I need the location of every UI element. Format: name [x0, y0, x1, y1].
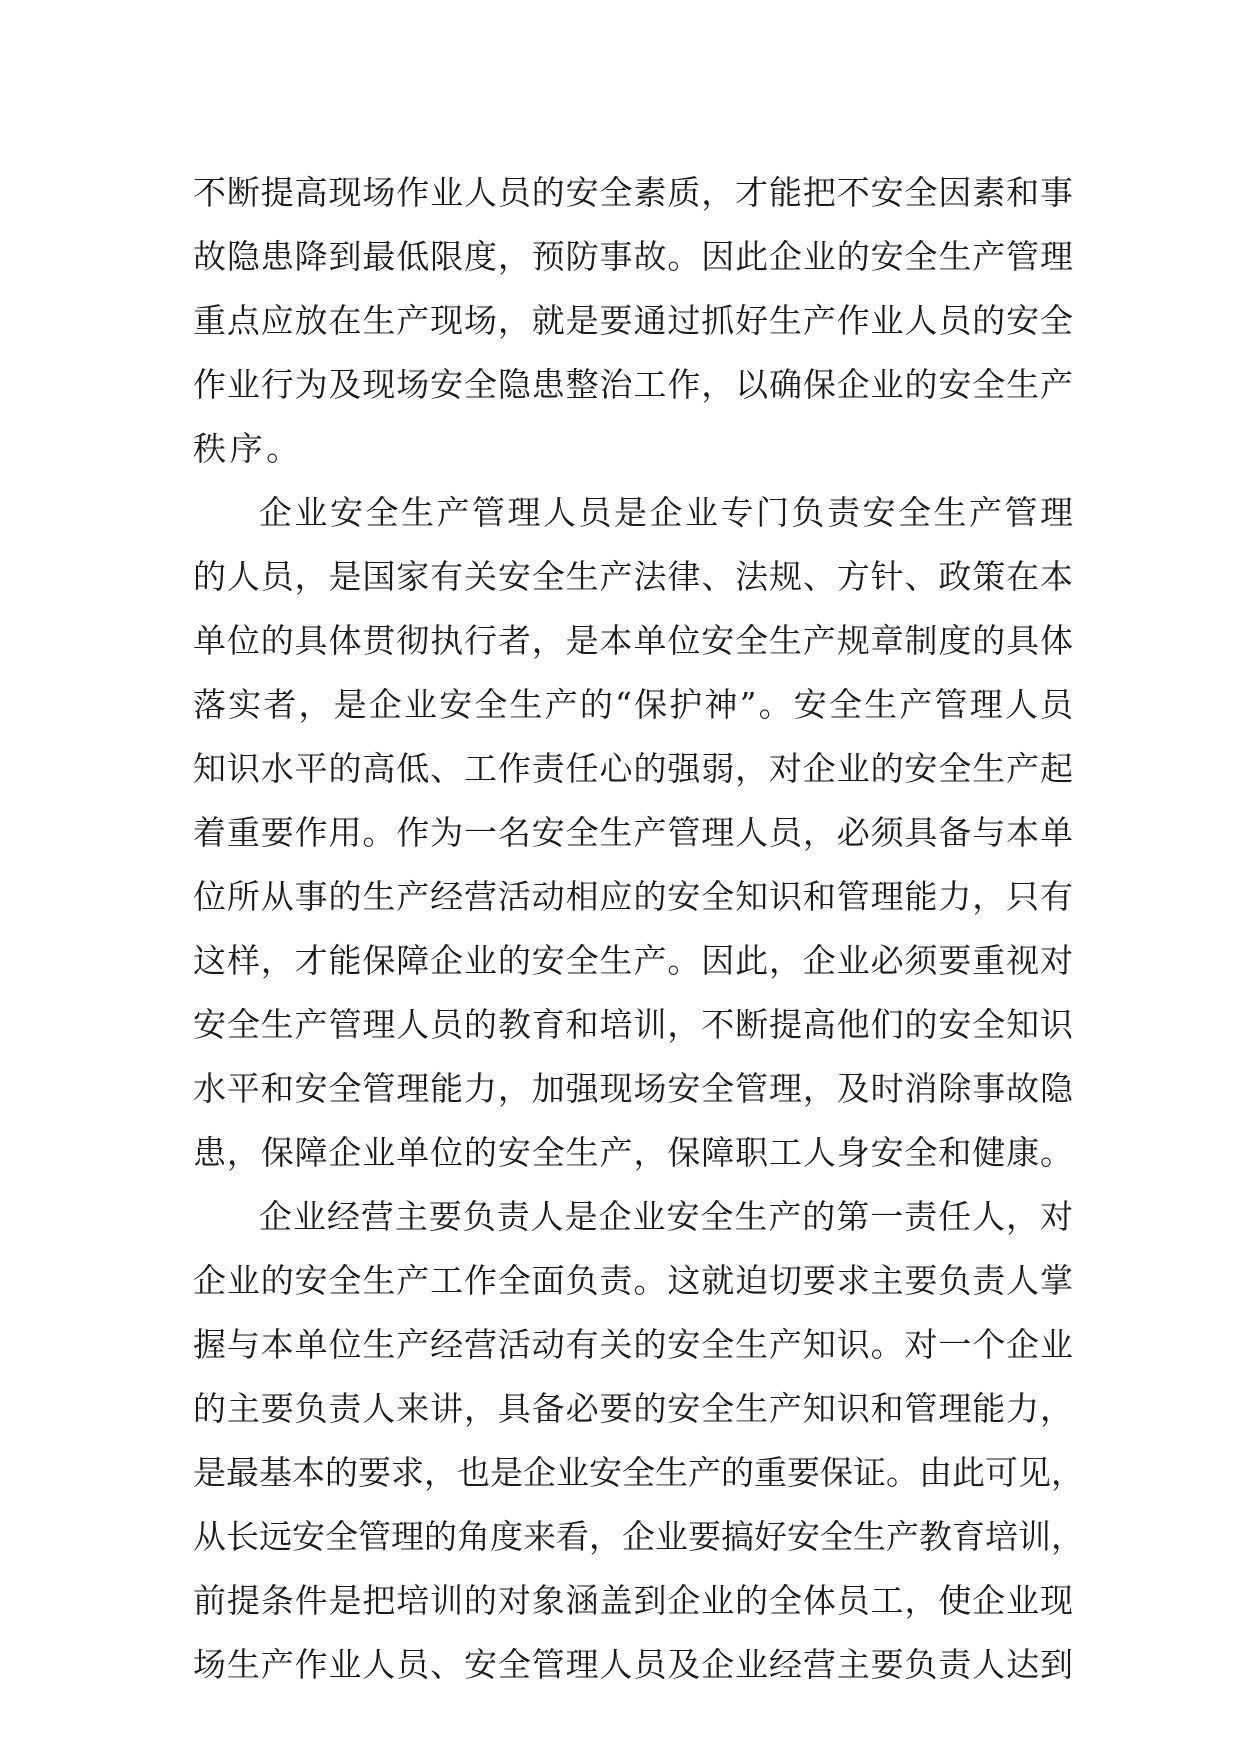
text-line: 着重要作用。作为一名安全生产管理人员，必须具备与本单 [193, 813, 1073, 852]
text-line: 知识水平的高低、工作责任心的强弱，对企业的安全生产起 [193, 749, 1073, 788]
text-line: 秩序。 [193, 429, 303, 468]
body-text [193, 161, 1084, 1697]
text-line: 场生产作业人员、安全管理人员及企业经营主要负责人达到 [193, 1645, 1073, 1684]
text-line: 的主要负责人来讲，具备必要的安全生产知识和管理能力， [193, 1389, 1073, 1428]
text-line: 故隐患降到最低限度，预防事故。因此企业的安全生产管理 [193, 237, 1073, 276]
text-line: 作业行为及现场安全隐患整治工作，以确保企业的安全生产 [193, 365, 1073, 404]
text-line: 位所从事的生产经营活动相应的安全知识和管理能力，只有 [193, 877, 1073, 916]
text-line: 的人员，是国家有关安全生产法律、法规、方针、政策在本 [193, 557, 1073, 596]
paragraph-first-line: 企业经营主要负责人是企业安全生产的第一责任人，对 [259, 1197, 1073, 1236]
text-line: 不断提高现场作业人员的安全素质，才能把不安全因素和事 [193, 173, 1073, 212]
text-line: 企业的安全生产工作全面负责。这就迫切要求主要负责人掌 [193, 1261, 1073, 1300]
text-line: 重点应放在生产现场，就是要通过抓好生产作业人员的安全 [193, 301, 1073, 340]
paragraph-first-line: 企业安全生产管理人员是企业专门负责安全生产管理 [259, 493, 1073, 532]
text-line: 水平和安全管理能力，加强现场安全管理，及时消除事故隐 [193, 1069, 1073, 1108]
text-line: 是最基本的要求，也是企业安全生产的重要保证。由此可见， [193, 1453, 1084, 1492]
text-line: 前提条件是把培训的对象涵盖到企业的全体员工，使企业现 [193, 1581, 1073, 1620]
text-line: 这样，才能保障企业的安全生产。因此，企业必须要重视对 [193, 941, 1073, 980]
text-line: 握与本单位生产经营活动有关的安全生产知识。对一个企业 [193, 1325, 1073, 1364]
text-line: 安全生产管理人员的教育和培训，不断提高他们的安全知识 [193, 1005, 1073, 1044]
text-line: 患，保障企业单位的安全生产，保障职工人身安全和健康。 [193, 1133, 1073, 1172]
text-line: 落实者，是企业安全生产的“保护神”。安全生产管理人员 [193, 685, 1073, 724]
text-line: 单位的具体贯彻执行者，是本单位安全生产规章制度的具体 [193, 621, 1073, 660]
text-line: 从长远安全管理的角度来看，企业要搞好安全生产教育培训， [193, 1517, 1084, 1556]
